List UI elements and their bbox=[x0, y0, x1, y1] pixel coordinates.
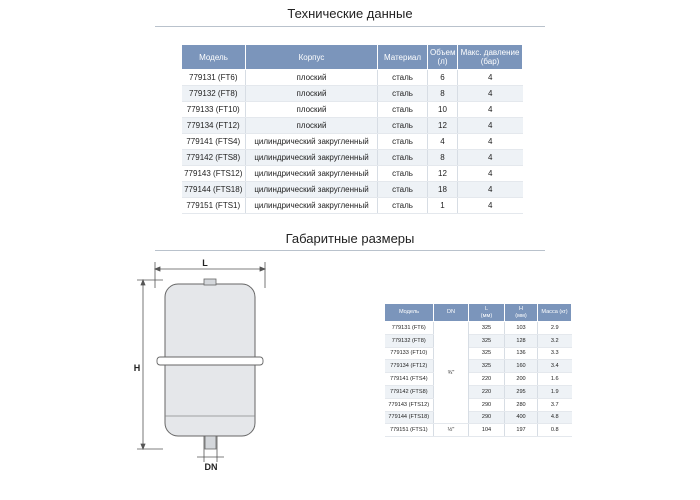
table-cell: 8 bbox=[428, 150, 458, 166]
table-cell: 12 bbox=[428, 166, 458, 182]
table-cell: 197 bbox=[505, 424, 538, 437]
spec-header-cell: Объем (л) bbox=[428, 45, 458, 70]
table-cell: 779131 (FT6) bbox=[385, 322, 434, 335]
table-cell: цилиндрический закругленный bbox=[246, 150, 378, 166]
table-cell: 325 bbox=[469, 322, 505, 335]
dims-header-cell: Модель bbox=[385, 304, 434, 322]
table-row bbox=[385, 334, 572, 347]
table-cell: сталь bbox=[378, 134, 428, 150]
spec-table bbox=[181, 44, 523, 214]
table-cell: 160 bbox=[505, 360, 538, 373]
table-cell: 128 bbox=[505, 334, 538, 347]
table-cell: 290 bbox=[469, 411, 505, 424]
spec-header-cell: Модель bbox=[182, 45, 246, 70]
table-cell: 779143 (FTS12) bbox=[385, 398, 434, 411]
table-cell: 4 bbox=[458, 102, 523, 118]
title-divider bbox=[155, 26, 545, 27]
table-cell: цилиндрический закругленный bbox=[246, 166, 378, 182]
table-row bbox=[182, 166, 523, 182]
table-row bbox=[182, 198, 523, 214]
table-cell: цилиндрический закругленный bbox=[246, 134, 378, 150]
table-cell: 325 bbox=[469, 360, 505, 373]
label-dn: DN bbox=[204, 462, 218, 472]
table-cell: 103 bbox=[505, 322, 538, 335]
table-cell: 779134 (FT12) bbox=[182, 118, 246, 134]
table-cell: сталь bbox=[378, 70, 428, 86]
table-cell: плоский bbox=[246, 102, 378, 118]
table-cell: 779142 (FTS8) bbox=[385, 385, 434, 398]
spec-header-cell: Макс. давление (бар) bbox=[458, 45, 523, 70]
spec-header-cell: Материал bbox=[378, 45, 428, 70]
table-row bbox=[182, 134, 523, 150]
table-cell: сталь bbox=[378, 182, 428, 198]
table-row bbox=[385, 424, 572, 437]
table-cell: 779134 (FT12) bbox=[385, 360, 434, 373]
table-cell: сталь bbox=[378, 86, 428, 102]
table-cell: плоский bbox=[246, 70, 378, 86]
table-cell: 104 bbox=[469, 424, 505, 437]
table-row bbox=[182, 102, 523, 118]
table-cell: 779144 (FTS18) bbox=[385, 411, 434, 424]
table-cell: 779133 (FT10) bbox=[385, 347, 434, 360]
table-cell: 3.4 bbox=[538, 360, 572, 373]
table-row bbox=[385, 347, 572, 360]
table-cell: 220 bbox=[469, 373, 505, 386]
table-cell: 4 bbox=[458, 86, 523, 102]
table-row bbox=[385, 360, 572, 373]
table-row bbox=[385, 385, 572, 398]
table-cell: 2.9 bbox=[538, 322, 572, 335]
table-cell: 136 bbox=[505, 347, 538, 360]
table-row bbox=[182, 182, 523, 198]
table-cell: 4 bbox=[458, 118, 523, 134]
table-cell: 290 bbox=[469, 398, 505, 411]
table-cell: 4 bbox=[458, 182, 523, 198]
table-cell: 1.9 bbox=[538, 385, 572, 398]
table-cell: 8 bbox=[428, 86, 458, 102]
table-cell: 280 bbox=[505, 398, 538, 411]
table-cell: сталь bbox=[378, 150, 428, 166]
table-cell: 3.2 bbox=[538, 334, 572, 347]
table-cell: 779143 (FTS12) bbox=[182, 166, 246, 182]
table-cell: сталь bbox=[378, 118, 428, 134]
table-cell: 220 bbox=[469, 385, 505, 398]
table-cell: 4 bbox=[458, 198, 523, 214]
table-row bbox=[182, 118, 523, 134]
table-cell: 6 bbox=[428, 70, 458, 86]
dims-header-cell: L (мм) bbox=[469, 304, 505, 322]
label-l: L bbox=[202, 258, 208, 268]
table-cell: 779141 (FTS4) bbox=[182, 134, 246, 150]
dims-header-cell: H (мм) bbox=[505, 304, 538, 322]
table-cell: ¾" bbox=[434, 322, 469, 424]
table-cell: 779132 (FT8) bbox=[182, 86, 246, 102]
table-cell: 1 bbox=[428, 198, 458, 214]
table-cell: 0.8 bbox=[538, 424, 572, 437]
table-cell: 3.7 bbox=[538, 398, 572, 411]
table-cell: 779133 (FT10) bbox=[182, 102, 246, 118]
dims-table bbox=[384, 303, 572, 437]
table-cell: 779144 (FTS18) bbox=[182, 182, 246, 198]
table-row bbox=[385, 398, 572, 411]
table-cell: 3.3 bbox=[538, 347, 572, 360]
table-cell: 200 bbox=[505, 373, 538, 386]
table-cell: 1.6 bbox=[538, 373, 572, 386]
table-cell: цилиндрический закругленный bbox=[246, 198, 378, 214]
table-cell: плоский bbox=[246, 118, 378, 134]
table-cell: 779151 (FTS1) bbox=[182, 198, 246, 214]
section-title-technical-data: Технические данные bbox=[287, 6, 413, 21]
table-cell: 12 bbox=[428, 118, 458, 134]
table-cell: 779142 (FTS8) bbox=[182, 150, 246, 166]
table-cell: 10 bbox=[428, 102, 458, 118]
table-cell: 4 bbox=[458, 166, 523, 182]
table-cell: сталь bbox=[378, 198, 428, 214]
table-cell: плоский bbox=[246, 86, 378, 102]
table-row bbox=[385, 322, 572, 335]
dims-header-cell: Масса (кг) bbox=[538, 304, 572, 322]
table-cell: 4 bbox=[458, 70, 523, 86]
table-row bbox=[385, 373, 572, 386]
table-cell: 4 bbox=[458, 134, 523, 150]
table-row bbox=[182, 70, 523, 86]
table-cell: 779151 (FTS1) bbox=[385, 424, 434, 437]
table-cell: 295 bbox=[505, 385, 538, 398]
table-cell: 325 bbox=[469, 347, 505, 360]
table-cell: 4 bbox=[428, 134, 458, 150]
tank-drawing bbox=[125, 250, 285, 475]
section-title-dimensions: Габаритные размеры bbox=[285, 231, 415, 246]
label-h: H bbox=[133, 363, 141, 373]
table-row bbox=[182, 150, 523, 166]
table-cell: 400 bbox=[505, 411, 538, 424]
dims-header-cell: DN bbox=[434, 304, 469, 322]
table-cell: сталь bbox=[378, 166, 428, 182]
spec-header-cell: Корпус bbox=[246, 45, 378, 70]
table-cell: 4 bbox=[458, 150, 523, 166]
table-cell: 779141 (FTS4) bbox=[385, 373, 434, 386]
table-cell: сталь bbox=[378, 102, 428, 118]
table-cell: 325 bbox=[469, 334, 505, 347]
table-cell: 18 bbox=[428, 182, 458, 198]
table-row bbox=[182, 86, 523, 102]
table-cell: ½" bbox=[434, 424, 469, 437]
table-cell: 779132 (FT8) bbox=[385, 334, 434, 347]
table-row bbox=[385, 411, 572, 424]
table-cell: 779131 (FT6) bbox=[182, 70, 246, 86]
table-cell: 4.8 bbox=[538, 411, 572, 424]
dims-header-row bbox=[385, 304, 572, 322]
table-cell: цилиндрический закругленный bbox=[246, 182, 378, 198]
spec-header-row bbox=[182, 45, 523, 70]
